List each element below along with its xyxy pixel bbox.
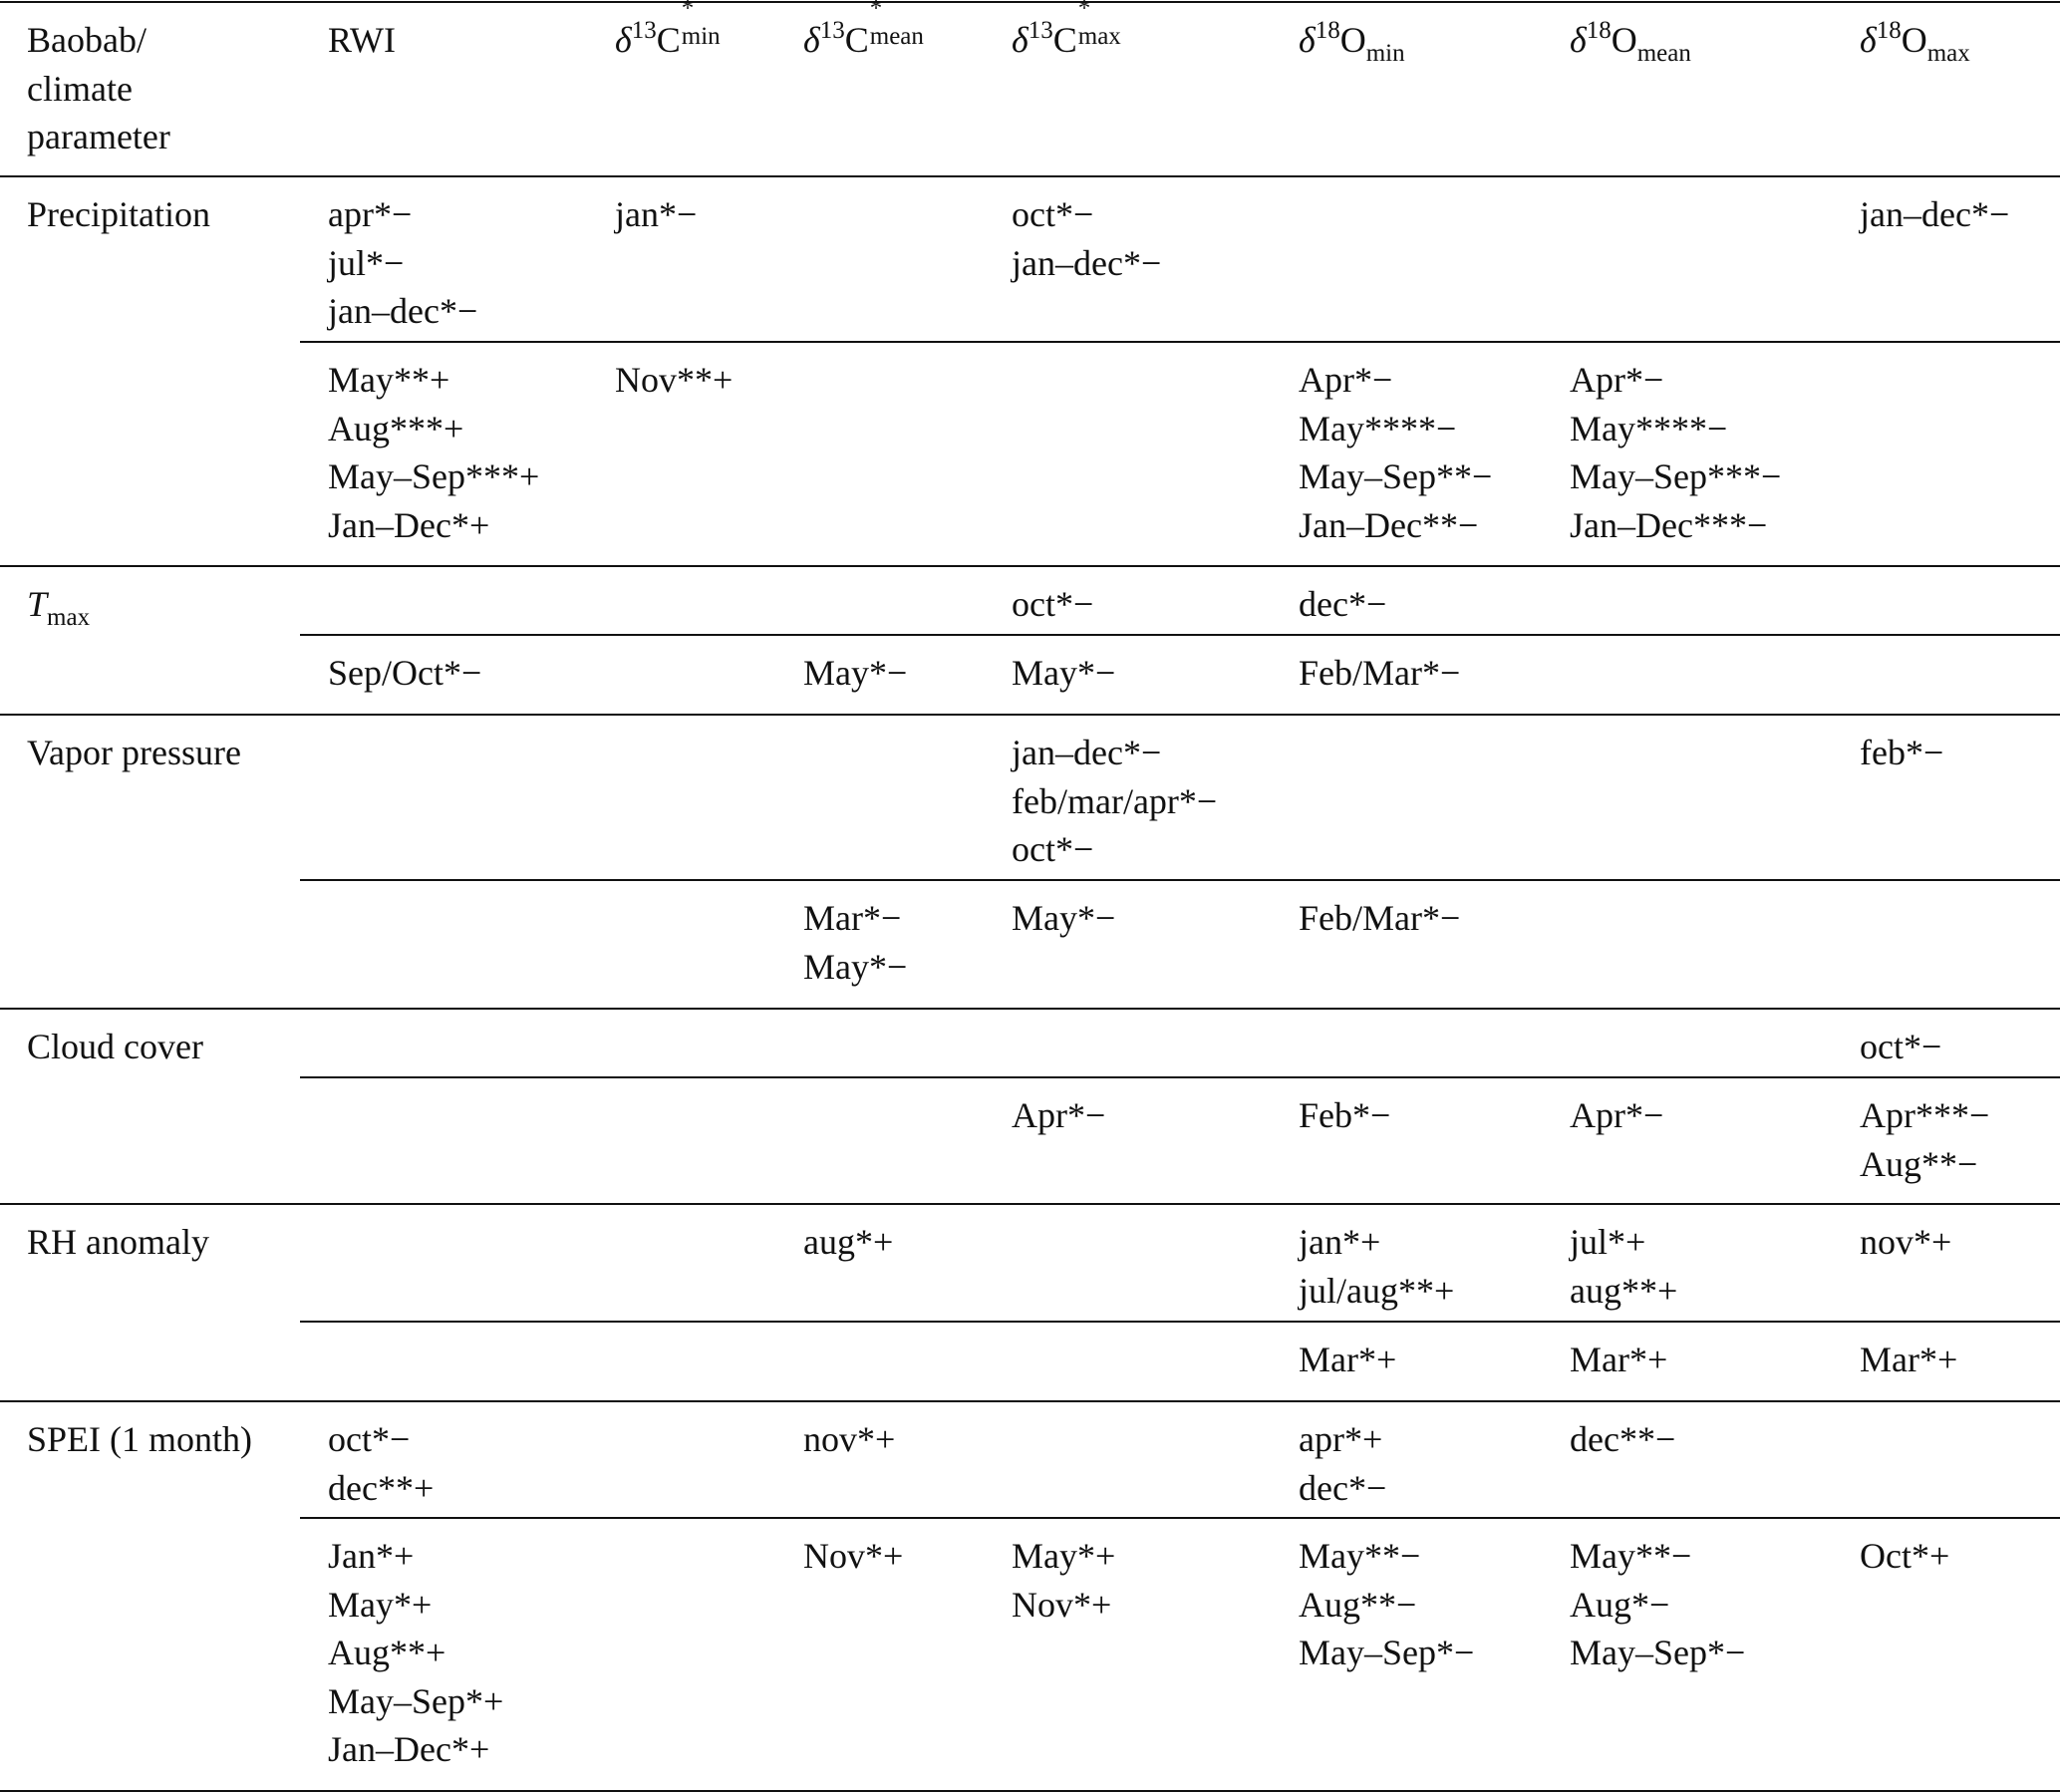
cell-entry: jan*+ bbox=[1299, 1222, 1381, 1262]
group-mid-rule-3 bbox=[300, 1076, 2060, 1078]
data-cell-g1-r0-c4 bbox=[1012, 580, 1093, 629]
cell-entry: Aug**− bbox=[1860, 1143, 1978, 1184]
isotope-subscript: mean bbox=[1636, 40, 1691, 67]
delta-symbol: δ bbox=[1012, 20, 1029, 60]
delta-symbol: δ bbox=[803, 20, 820, 60]
cell-entry: Oct*+ bbox=[1860, 1536, 1950, 1576]
group-label-text bbox=[27, 1218, 209, 1267]
header-cell-col-6 bbox=[1570, 16, 1691, 65]
header-label bbox=[1570, 16, 1691, 65]
isotope-mass: 13 bbox=[819, 17, 845, 44]
group-label-text bbox=[27, 729, 241, 777]
cell-entry: Jan–Dec*+ bbox=[328, 504, 490, 545]
group-mid-rule-2 bbox=[300, 879, 2060, 881]
cell-entry: nov*+ bbox=[803, 1419, 896, 1459]
header-line: climate bbox=[27, 68, 133, 109]
cell-entry: oct*− bbox=[1012, 584, 1094, 624]
cell-entry: nov*+ bbox=[1860, 1222, 1952, 1262]
group-bottom-rule-3 bbox=[0, 1203, 2060, 1205]
data-cell-g5-r1-c7 bbox=[1860, 1532, 1949, 1581]
cell-entry: Feb/Mar*− bbox=[1299, 898, 1461, 938]
cell-entry: apr*− bbox=[328, 194, 413, 234]
cell-entry: Jan*+ bbox=[328, 1536, 415, 1576]
cell-entry: jan–dec*− bbox=[1012, 733, 1162, 772]
data-cell-g5-r1-c6 bbox=[1570, 1532, 1745, 1677]
group-label-text bbox=[27, 580, 90, 629]
group-label-1 bbox=[27, 580, 90, 629]
data-cell-g5-r0-c3 bbox=[803, 1415, 895, 1464]
cell-entry: jan–dec*− bbox=[328, 291, 478, 331]
cell-entry: Aug***+ bbox=[328, 408, 464, 448]
cell-entry: Jan–Dec***− bbox=[1570, 504, 1768, 545]
isotope-script bbox=[869, 0, 947, 52]
cell-entry: jan–dec*− bbox=[1860, 194, 2010, 234]
data-cell-g4-r0-c3 bbox=[803, 1218, 893, 1267]
cell-entry: Apr*− bbox=[1012, 1095, 1106, 1135]
group-mid-rule-1 bbox=[300, 634, 2060, 636]
cell-entry: dec**− bbox=[1570, 1419, 1676, 1459]
data-cell-g4-r1-c6 bbox=[1570, 1336, 1667, 1384]
data-cell-g4-r1-c5 bbox=[1299, 1336, 1396, 1384]
cell-entry: May****− bbox=[1570, 408, 1728, 448]
header-cell-col-2 bbox=[615, 0, 733, 65]
cell-entry: Feb/Mar*− bbox=[1299, 653, 1461, 693]
cell-entry: Nov*+ bbox=[1012, 1584, 1112, 1625]
header-text: RWI bbox=[328, 20, 396, 60]
data-cell-g2-r0-c7 bbox=[1860, 729, 1943, 777]
cell-entry: dec*− bbox=[1299, 1467, 1387, 1508]
data-cell-g2-r1-c5 bbox=[1299, 894, 1460, 943]
group-bottom-rule-4 bbox=[0, 1400, 2060, 1402]
cell-entry: Mar*+ bbox=[1299, 1340, 1397, 1379]
cell-entry: oct*− bbox=[1012, 829, 1094, 869]
data-cell-g4-r0-c5 bbox=[1299, 1218, 1454, 1315]
cell-entry: dec*− bbox=[1299, 584, 1387, 624]
data-cell-g5-r1-c4 bbox=[1012, 1532, 1115, 1629]
group-label-text bbox=[27, 1023, 203, 1071]
delta-symbol: δ bbox=[1299, 20, 1316, 60]
group-mid-rule-0 bbox=[300, 341, 2060, 343]
isotope-star: * bbox=[869, 0, 883, 22]
group-label-text bbox=[27, 190, 210, 239]
cell-entry: Mar*− bbox=[803, 898, 902, 938]
header-bottom-rule bbox=[0, 175, 2060, 177]
cell-entry: May****− bbox=[1299, 408, 1457, 448]
group-label-main: T bbox=[27, 584, 48, 624]
data-cell-g1-r1-c1 bbox=[328, 649, 481, 698]
data-cell-g0-r1-c1 bbox=[328, 356, 539, 549]
header-cell-col-5 bbox=[1299, 16, 1405, 65]
cell-entry: May*+ bbox=[1012, 1536, 1116, 1576]
data-cell-g0-r0-c4 bbox=[1012, 190, 1161, 287]
group-bottom-rule-1 bbox=[0, 714, 2060, 716]
cell-entry: Sep/Oct*− bbox=[328, 653, 482, 693]
isotope-script bbox=[1077, 0, 1129, 52]
header-label bbox=[803, 0, 947, 65]
cell-entry: Jan–Dec*+ bbox=[328, 1729, 490, 1769]
cell-entry: Jan–Dec**− bbox=[1299, 504, 1479, 545]
data-cell-g4-r0-c7 bbox=[1860, 1218, 1951, 1267]
cell-entry: Mar*+ bbox=[1860, 1340, 1958, 1379]
cell-entry: Mar*+ bbox=[1570, 1340, 1668, 1379]
cell-entry: aug**+ bbox=[1570, 1270, 1678, 1311]
group-label-subscript: max bbox=[47, 604, 91, 631]
cell-entry: May–Sep***− bbox=[1570, 456, 1782, 496]
group-label-text bbox=[27, 1415, 252, 1464]
header-label bbox=[615, 0, 733, 65]
cell-entry: May**+ bbox=[328, 360, 450, 400]
cell-entry: apr*+ bbox=[1299, 1419, 1383, 1459]
header-cell-col-4 bbox=[1012, 0, 1129, 65]
cell-entry: May*+ bbox=[328, 1584, 433, 1625]
cell-entry: Aug*− bbox=[1570, 1584, 1670, 1625]
data-cell-g5-r0-c6 bbox=[1570, 1415, 1675, 1464]
data-cell-g0-r1-c2 bbox=[615, 356, 733, 405]
data-cell-g5-r0-c1 bbox=[328, 1415, 434, 1512]
cell-entry: Nov**+ bbox=[615, 360, 734, 400]
cell-entry: oct*− bbox=[1012, 194, 1094, 234]
header-label bbox=[328, 16, 396, 65]
group-label-4 bbox=[27, 1218, 209, 1267]
cell-entry: Apr*− bbox=[1570, 360, 1664, 400]
cell-entry: May–Sep*− bbox=[1570, 1633, 1746, 1672]
header-line: parameter bbox=[27, 117, 170, 156]
cell-entry: jan*− bbox=[615, 194, 698, 234]
header-cell-col-1 bbox=[328, 16, 396, 65]
isotope-mass: 13 bbox=[631, 17, 657, 44]
cell-entry: oct*− bbox=[328, 1419, 411, 1459]
isotope-subscript: max bbox=[1926, 40, 1970, 67]
table-top-rule bbox=[0, 1, 2060, 4]
header-label bbox=[1012, 0, 1129, 65]
header-line: Baobab/ bbox=[27, 20, 147, 60]
isotope-subscript: min bbox=[681, 23, 721, 50]
data-cell-g0-r1-c5 bbox=[1299, 356, 1492, 549]
data-cell-g5-r1-c3 bbox=[803, 1532, 903, 1581]
data-cell-g3-r1-c6 bbox=[1570, 1091, 1663, 1140]
cell-entry: feb*− bbox=[1860, 733, 1944, 772]
cell-entry: May*− bbox=[1012, 653, 1116, 693]
cell-entry: Aug**− bbox=[1299, 1584, 1417, 1625]
header-cell-col-7 bbox=[1860, 16, 1970, 65]
cell-entry: Apr*− bbox=[1570, 1095, 1664, 1135]
isotope-subscript: mean bbox=[869, 23, 924, 50]
cell-entry: jul/aug**+ bbox=[1299, 1270, 1455, 1311]
data-cell-g3-r1-c5 bbox=[1299, 1091, 1390, 1140]
isotope-element: C bbox=[1052, 20, 1077, 60]
group-label-main: Vapor pressure bbox=[27, 733, 241, 772]
cell-entry: jan–dec*− bbox=[1012, 242, 1162, 283]
group-mid-rule-4 bbox=[300, 1321, 2060, 1323]
data-cell-g3-r1-c7 bbox=[1860, 1091, 1989, 1188]
group-label-main: Cloud cover bbox=[27, 1027, 203, 1066]
data-cell-g3-r0-c7 bbox=[1860, 1023, 1941, 1071]
data-cell-g2-r1-c3 bbox=[803, 894, 907, 991]
cell-entry: aug*+ bbox=[803, 1222, 894, 1262]
isotope-mass: 18 bbox=[1315, 17, 1340, 44]
delta-symbol: δ bbox=[615, 20, 632, 60]
isotope-mass: 18 bbox=[1586, 17, 1612, 44]
data-cell-g5-r1-c1 bbox=[328, 1532, 503, 1774]
delta-symbol: δ bbox=[1570, 20, 1587, 60]
isotope-script bbox=[681, 0, 733, 52]
header-label bbox=[1860, 16, 1970, 65]
cell-entry: May–Sep**− bbox=[1299, 456, 1493, 496]
isotope-element: C bbox=[844, 20, 869, 60]
group-bottom-rule-2 bbox=[0, 1008, 2060, 1010]
data-cell-g2-r1-c4 bbox=[1012, 894, 1115, 943]
data-cell-g0-r0-c2 bbox=[615, 190, 697, 239]
data-cell-g1-r0-c5 bbox=[1299, 580, 1386, 629]
isotope-mass: 18 bbox=[1876, 17, 1902, 44]
group-label-main: SPEI (1 month) bbox=[27, 1419, 253, 1459]
header-cell-parameter bbox=[27, 16, 170, 161]
cell-entry: May–Sep*+ bbox=[328, 1680, 504, 1721]
cell-entry: dec**+ bbox=[328, 1467, 435, 1508]
data-cell-g1-r1-c4 bbox=[1012, 649, 1115, 698]
cell-entry: Feb*− bbox=[1299, 1095, 1391, 1135]
data-cell-g5-r1-c5 bbox=[1299, 1532, 1474, 1677]
data-cell-g0-r0-c1 bbox=[328, 190, 477, 336]
group-label-main: Precipitation bbox=[27, 194, 210, 234]
data-cell-g1-r1-c3 bbox=[803, 649, 907, 698]
cell-entry: May*− bbox=[803, 653, 908, 693]
delta-symbol: δ bbox=[1860, 20, 1877, 60]
isotope-element: O bbox=[1339, 20, 1366, 60]
cell-entry: May**− bbox=[1570, 1536, 1692, 1576]
cell-entry: May–Sep*− bbox=[1299, 1633, 1475, 1672]
data-cell-g0-r0-c7 bbox=[1860, 190, 2009, 239]
cell-entry: May*− bbox=[803, 946, 908, 987]
data-cell-g5-r0-c5 bbox=[1299, 1415, 1386, 1512]
isotope-star: * bbox=[681, 0, 695, 22]
data-cell-g3-r1-c4 bbox=[1012, 1091, 1105, 1140]
header-cell-col-3 bbox=[803, 0, 947, 65]
isotope-subscript: min bbox=[1365, 40, 1405, 67]
data-cell-g2-r0-c4 bbox=[1012, 729, 1217, 874]
cell-entry: May–Sep***+ bbox=[328, 456, 540, 496]
isotope-subscript: max bbox=[1077, 23, 1121, 50]
isotope-mass: 13 bbox=[1028, 17, 1053, 44]
cell-entry: Apr*− bbox=[1299, 360, 1393, 400]
cell-entry: Aug**+ bbox=[328, 1633, 446, 1672]
group-label-2 bbox=[27, 729, 241, 777]
cell-entry: jul*− bbox=[328, 242, 405, 283]
group-label-0 bbox=[27, 190, 210, 239]
data-cell-g4-r0-c6 bbox=[1570, 1218, 1677, 1315]
cell-entry: oct*− bbox=[1860, 1027, 1942, 1066]
isotope-element: C bbox=[656, 20, 681, 60]
cell-entry: Nov*+ bbox=[803, 1536, 904, 1576]
cell-entry: May*− bbox=[1012, 898, 1116, 938]
header-label bbox=[1299, 16, 1405, 65]
cell-entry: May**− bbox=[1299, 1536, 1421, 1576]
group-mid-rule-5 bbox=[300, 1517, 2060, 1519]
isotope-star: * bbox=[1077, 0, 1091, 22]
data-cell-g1-r1-c5 bbox=[1299, 649, 1460, 698]
data-cell-g0-r1-c6 bbox=[1570, 356, 1781, 549]
group-bottom-rule-0 bbox=[0, 565, 2060, 567]
group-label-main: RH anomaly bbox=[27, 1222, 209, 1262]
isotope-element: O bbox=[1901, 20, 1927, 60]
cell-entry: jul*+ bbox=[1570, 1222, 1646, 1262]
group-label-5 bbox=[27, 1415, 252, 1464]
cell-entry: Apr***− bbox=[1860, 1095, 1990, 1135]
cell-entry: feb/mar/apr*− bbox=[1012, 780, 1218, 821]
data-cell-g4-r1-c7 bbox=[1860, 1336, 1957, 1384]
isotope-element: O bbox=[1611, 20, 1637, 60]
group-label-3 bbox=[27, 1023, 203, 1071]
